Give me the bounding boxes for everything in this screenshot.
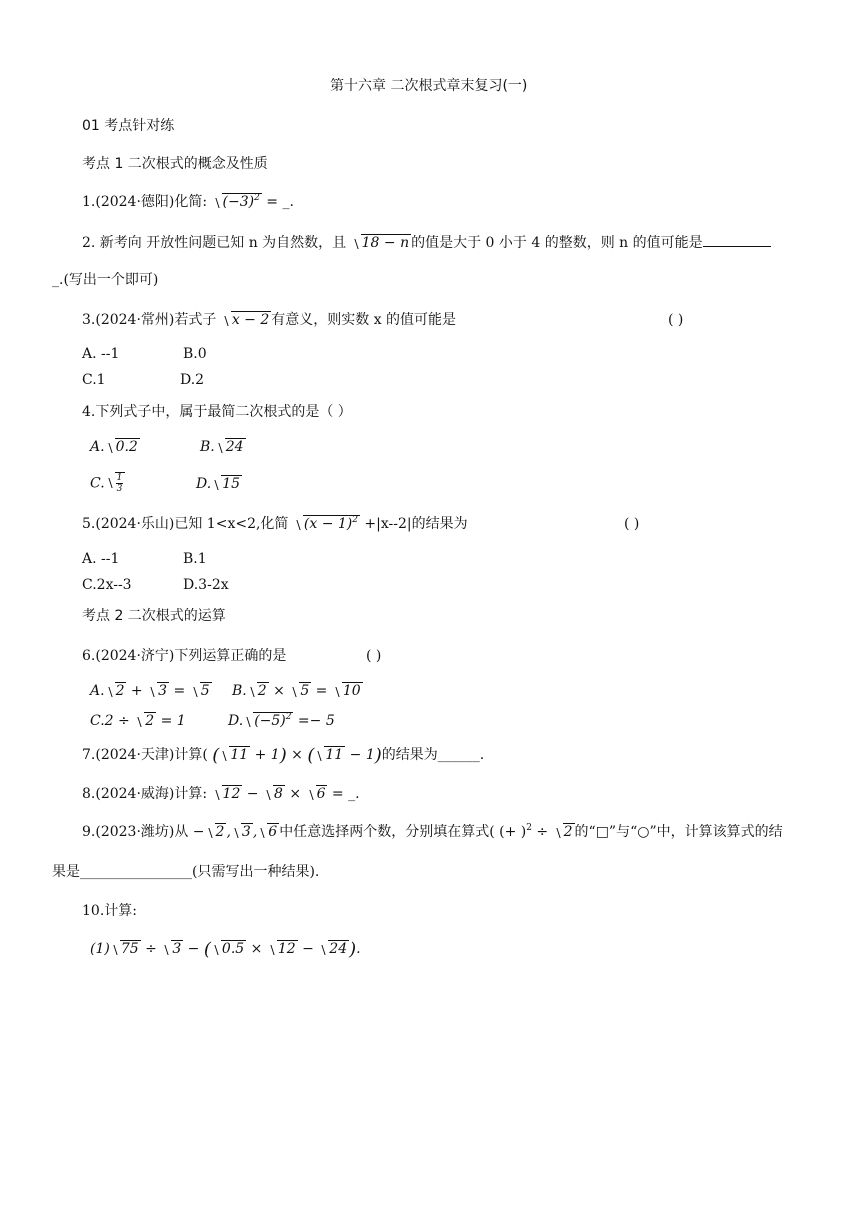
q6-answer-paren[interactable]: ( ) — [366, 648, 382, 664]
q1-radical — [213, 192, 262, 212]
question-1 — [82, 192, 294, 212]
q2-radical: 18 − n — [352, 233, 411, 253]
q3-answer-paren[interactable]: ( ) — [668, 312, 684, 328]
question-2-continuation: _.(写出一个即可) — [52, 272, 159, 288]
page-title: 第十六章 二次根式章末复习(一) — [330, 78, 528, 94]
q4-option-b[interactable]: B. 24 — [200, 439, 244, 455]
question-9-continuation: 果是________________(只需写出一种结果). — [52, 864, 320, 880]
q3-suffix: 有意义，则实数 x 的值可能是 — [271, 312, 457, 328]
question-10-part-1: (1) 75 ÷ 3 − ( 0.5 × 12 − 24 ). — [90, 939, 361, 960]
q5-option-a[interactable]: A. --1 — [82, 551, 120, 567]
topic-heading-2: 考点 2 二次根式的运算 — [82, 608, 226, 624]
q4-option-c[interactable]: C. $\frac{1}{3}$ — [90, 472, 125, 494]
q3-option-b[interactable]: B.0 — [183, 346, 207, 362]
question-6: 6.(2024·济宁)下列运算正确的是 — [82, 648, 287, 664]
question-2 — [82, 232, 771, 253]
q3-option-a[interactable]: A. --1 — [82, 346, 120, 362]
q3-option-c[interactable]: C.1 — [82, 372, 106, 388]
q1-exponent: 2 — [254, 193, 260, 203]
q5-option-d[interactable]: D.3-2x — [183, 577, 229, 593]
section-heading: 01 考点针对练 — [82, 118, 175, 134]
q3-prefix: 3.(2024·常州)若式子 — [82, 312, 221, 328]
q1-radicand: (−3) — [222, 194, 255, 210]
q2-answer-blank[interactable] — [703, 232, 771, 247]
q6-option-d[interactable]: D. $(-5)^2 =- 5$ — [228, 712, 335, 729]
question-7: 7.(2024·天津)计算( ( 11 + 1) × ( 11 − 1)的结果为______. — [82, 745, 485, 766]
question-5 — [82, 514, 468, 534]
q3-radical: x − 2 — [222, 310, 271, 330]
q5-prefix: 5.(2024·乐山)已知 1<x<2,化简 — [82, 516, 293, 532]
question-4: 4.下列式子中，属于最简二次根式的是（ ） — [82, 404, 352, 420]
q5-suffix: +|x--2|的结果为 — [359, 516, 468, 532]
q5-radical: $(x - 1)^2$ — [294, 514, 360, 534]
q5-option-b[interactable]: B.1 — [183, 551, 207, 567]
q5-option-c[interactable]: C.2x--3 — [82, 577, 132, 593]
q1-suffix: = _. — [261, 194, 294, 210]
q2-suffix: 的值是大于 0 小于 4 的整数，则 n 的值可能是 — [411, 235, 703, 251]
question-3 — [82, 310, 456, 330]
q6-option-c[interactable]: C.2 ÷ 2 = 1 — [90, 713, 186, 729]
question-8: 8.(2024·威海)计算: 12 − 8 × 6 = _. — [82, 786, 360, 802]
q5-answer-paren[interactable]: ( ) — [624, 516, 640, 532]
q6-option-b[interactable]: B. 2 × 5 = 10 — [232, 683, 361, 699]
q6-option-a[interactable]: A. 2 + 3 = 5 — [90, 683, 210, 699]
question-10: 10.计算: — [82, 903, 137, 919]
question-9: 9.(2023·潍坊)从 − 2 , 3 , 6 中任意选择两个数，分别填在算式( (+ )$^2$ ÷ 2 的“□”与“○”中，计算该算式的结 — [82, 823, 783, 840]
q1-prefix: 1.(2024·德阳)化简: — [82, 194, 212, 210]
q4-option-a[interactable]: A. 0.2 — [90, 439, 138, 455]
q2-prefix: 2. 新考向 开放性问题已知 n 为自然数，且 — [82, 235, 351, 251]
q4-option-d[interactable]: D. 15 — [196, 476, 241, 492]
topic-heading-1: 考点 1 二次根式的概念及性质 — [82, 156, 268, 172]
q3-option-d[interactable]: D.2 — [180, 372, 205, 388]
